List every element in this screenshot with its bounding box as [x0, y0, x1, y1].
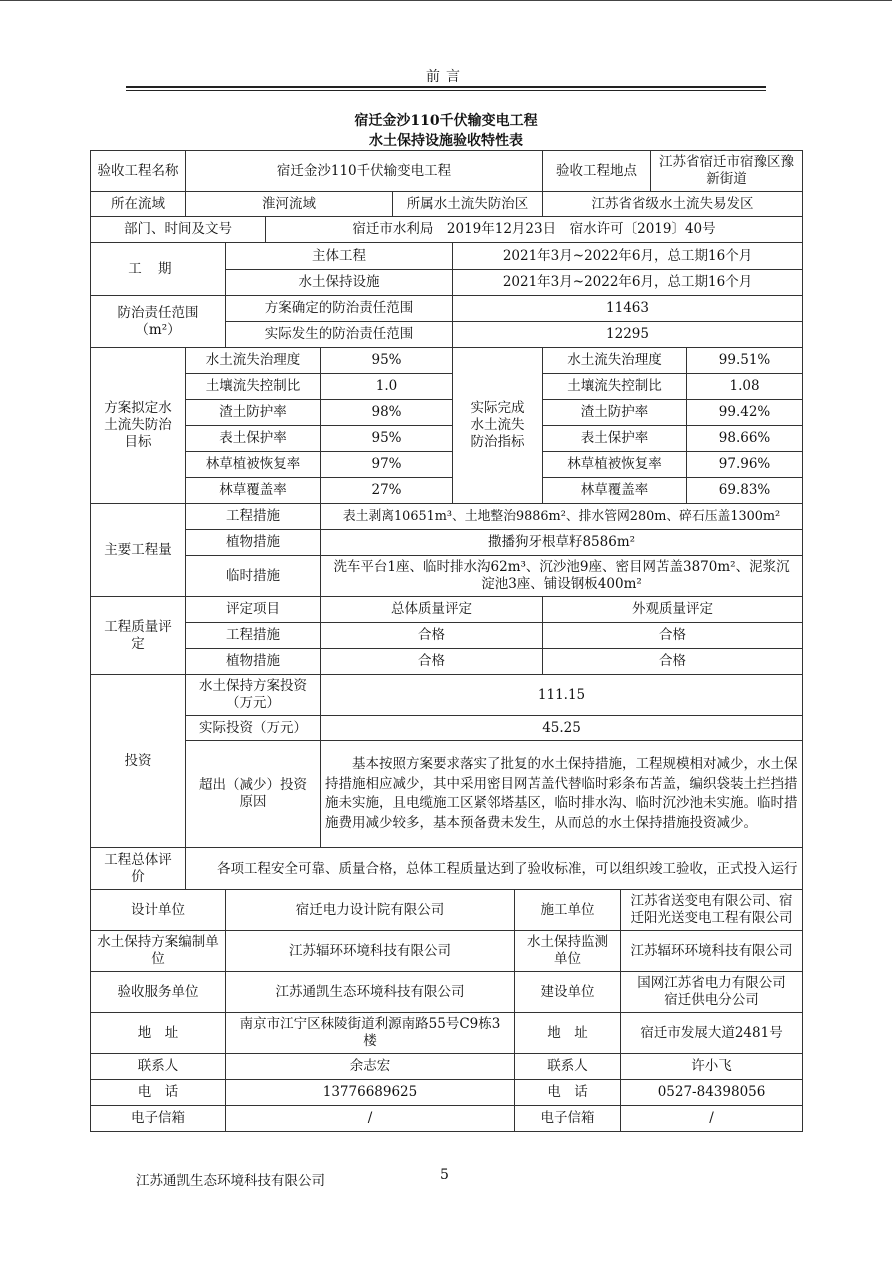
row-basin — [91, 192, 803, 217]
row-address — [91, 1013, 803, 1054]
label-main-qty: 主要工程量 — [91, 504, 186, 597]
row-compiler — [91, 931, 803, 972]
label-appearance-quality: 外观质量评定 — [543, 597, 803, 623]
top-border-line — [0, 0, 892, 1]
row-service — [91, 972, 803, 1013]
value-reason: 基本按照方案要求落实了批复的水土保持措施，工程规模相对减少，水土保持措施相应减少，其中采用密目网苫盖代替临时彩条布苫盖，编织袋装土拦挡措施未实施，且电缆施工区紧邻塔基区，临时排水沟、临时沉沙池未实施。临时措施费用减少较多，基本预备费未发生，从而总的水土保持措施投资减少。 — [321, 741, 803, 848]
label-tmp-measure: 临时措施 — [186, 556, 321, 597]
label-project-site: 验收工程地点 — [543, 151, 651, 192]
label-quality: 工程质量评定 — [91, 597, 186, 675]
doc-title: 宿迁金沙110千伏输变电工程 — [354, 113, 538, 129]
label-wsc-facility: 水土保持设施 — [226, 270, 453, 296]
value-address-left: 南京市江宁区秣陵街道利源南路55号C9栋3楼 — [226, 1013, 515, 1054]
header-rule-thin — [126, 90, 766, 91]
quality-appearance: 合格 — [543, 649, 803, 675]
row-tmp-qty — [91, 556, 803, 597]
target-plan-value: 95% — [321, 426, 453, 452]
value-scope-actual: 12295 — [453, 322, 803, 348]
target-name-plan: 林草植被恢复率 — [186, 452, 321, 478]
label-contact-left: 联系人 — [91, 1054, 226, 1080]
value-scope-plan: 11463 — [453, 296, 803, 322]
label-dept: 部门、时间及文号 — [91, 217, 266, 243]
value-veg-qty: 撒播狗牙根草籽8586m² — [321, 530, 803, 556]
label-plan-invest: 水土保持方案投资（万元） — [186, 675, 321, 716]
value-contact-right: 许小飞 — [621, 1054, 803, 1080]
target-row — [91, 348, 803, 374]
quality-item: 植物措施 — [186, 649, 321, 675]
value-builder: 江苏省送变电有限公司、宿迁阳光送变电工程有限公司 — [621, 890, 803, 931]
target-name-actual: 土壤流失控制比 — [543, 374, 687, 400]
value-service: 江苏通凯生态环境科技有限公司 — [226, 972, 515, 1013]
target-actual-value: 97.96% — [687, 452, 803, 478]
target-plan-value: 98% — [321, 400, 453, 426]
label-contact-right: 联系人 — [515, 1054, 621, 1080]
value-email-left: / — [226, 1106, 515, 1132]
target-name-plan: 水土流失治理度 — [186, 348, 321, 374]
target-name-actual: 林草覆盖率 — [543, 478, 687, 504]
value-phone-left: 13776689625 — [226, 1080, 515, 1106]
value-overall-eval: 各项工程安全可靠、质量合格，总体工程质量达到了验收标准，可以组织竣工验收，正式投入运行 — [186, 848, 803, 890]
row-phone — [91, 1080, 803, 1106]
value-project-name: 宿迁金沙110千伏输变电工程 — [186, 151, 543, 192]
label-period: 工期 — [91, 243, 226, 296]
row-plan-invest — [91, 675, 803, 716]
value-monitor: 江苏辐环环境科技有限公司 — [621, 931, 803, 972]
label-scope-actual: 实际发生的防治责任范围 — [226, 322, 453, 348]
label-actual-invest: 实际投资（万元） — [186, 716, 321, 741]
target-actual-value: 98.66% — [687, 426, 803, 452]
row-overall-eval — [91, 848, 803, 890]
label-main-works: 主体工程 — [226, 243, 453, 270]
target-row — [91, 452, 803, 478]
doc-subtitle: 水土保持设施验收特性表 — [369, 133, 523, 149]
label-address-right: 地 址 — [515, 1013, 621, 1054]
label-basin: 所在流域 — [91, 192, 186, 217]
row-veg-qty — [91, 530, 803, 556]
value-address-right: 宿迁市发展大道2481号 — [621, 1013, 803, 1054]
label-reason: 超出（减少）投资原因 — [186, 741, 321, 848]
value-plan-invest: 111.15 — [321, 675, 803, 716]
row-eng-qty — [91, 504, 803, 530]
row-quality-head — [91, 597, 803, 623]
target-name-plan: 林草覆盖率 — [186, 478, 321, 504]
acceptance-table — [90, 150, 803, 1132]
quality-appearance: 合格 — [543, 623, 803, 649]
value-eng-qty: 表土剥离10651m³、土地整治9886m²、排水管网280m、碎石压盖1300m² — [321, 504, 803, 530]
value-dept: 宿迁市水利局 2019年12月23日 宿水许可〔2019〕40号 — [266, 217, 803, 243]
target-row — [91, 374, 803, 400]
quality-row — [91, 649, 803, 675]
footer-page-number: 5 — [440, 1167, 449, 1183]
label-phone-right: 电 话 — [515, 1080, 621, 1106]
quality-item: 工程措施 — [186, 623, 321, 649]
row-reason — [91, 741, 803, 848]
row-contact — [91, 1054, 803, 1080]
label-designer: 设计单位 — [91, 890, 226, 931]
quality-row — [91, 623, 803, 649]
label-owner: 建设单位 — [515, 972, 621, 1013]
label-overall-eval: 工程总体评价 — [91, 848, 186, 890]
row-project — [91, 151, 803, 192]
target-actual-value: 1.08 — [687, 374, 803, 400]
target-plan-value: 95% — [321, 348, 453, 374]
label-email-right: 电子信箱 — [515, 1106, 621, 1132]
target-name-actual: 表土保护率 — [543, 426, 687, 452]
value-designer: 宿迁电力设计院有限公司 — [226, 890, 515, 931]
value-phone-right: 0527-84398056 — [621, 1080, 803, 1106]
label-project-name: 验收工程名称 — [91, 151, 186, 192]
value-zone: 江苏省省级水土流失易发区 — [543, 192, 803, 217]
row-actual-invest — [91, 716, 803, 741]
label-targets-plan: 方案拟定水土流失防治目标 — [91, 348, 186, 504]
target-actual-value: 99.51% — [687, 348, 803, 374]
quality-overall: 合格 — [321, 649, 543, 675]
target-row — [91, 478, 803, 504]
target-plan-value: 27% — [321, 478, 453, 504]
label-phone-left: 电 话 — [91, 1080, 226, 1106]
target-plan-value: 1.0 — [321, 374, 453, 400]
label-scope-plan: 方案确定的防治责任范围 — [226, 296, 453, 322]
label-address-left: 地 址 — [91, 1013, 226, 1054]
label-email-left: 电子信箱 — [91, 1106, 226, 1132]
header-rule — [126, 86, 766, 88]
target-name-actual: 水土流失治理度 — [543, 348, 687, 374]
label-scope: 防治责任范围（m²） — [91, 296, 226, 348]
label-overall-quality: 总体质量评定 — [321, 597, 543, 623]
row-email — [91, 1106, 803, 1132]
target-name-plan: 渣土防护率 — [186, 400, 321, 426]
value-contact-left: 余志宏 — [226, 1054, 515, 1080]
label-service: 验收服务单位 — [91, 972, 226, 1013]
value-project-site: 江苏省宿迁市宿豫区豫新街道 — [651, 151, 803, 192]
label-invest: 投资 — [91, 675, 186, 848]
label-eval-item: 评定项目 — [186, 597, 321, 623]
value-email-right: / — [621, 1106, 803, 1132]
value-main-works-period: 2021年3月~2022年6月，总工期16个月 — [453, 243, 803, 270]
value-wsc-period: 2021年3月~2022年6月，总工期16个月 — [453, 270, 803, 296]
target-name-plan: 土壤流失控制比 — [186, 374, 321, 400]
page-header: 前言 — [426, 69, 466, 85]
row-scope-plan — [91, 296, 803, 322]
target-row — [91, 426, 803, 452]
target-name-actual: 林草植被恢复率 — [543, 452, 687, 478]
label-builder: 施工单位 — [515, 890, 621, 931]
target-actual-value: 99.42% — [687, 400, 803, 426]
target-actual-value: 69.83% — [687, 478, 803, 504]
target-name-actual: 渣土防护率 — [543, 400, 687, 426]
row-period-main — [91, 243, 803, 270]
footer-company: 江苏通凯生态环境科技有限公司 — [136, 1173, 325, 1189]
value-owner: 国网江苏省电力有限公司宿迁供电分公司 — [621, 972, 803, 1013]
target-row — [91, 400, 803, 426]
label-plan-compiler: 水土保持方案编制单位 — [91, 931, 226, 972]
value-actual-invest: 45.25 — [321, 716, 803, 741]
label-targets-actual: 实际完成水土流失防治指标 — [453, 348, 543, 504]
value-plan-compiler: 江苏辐环环境科技有限公司 — [226, 931, 515, 972]
row-designer — [91, 890, 803, 931]
label-eng-measure: 工程措施 — [186, 504, 321, 530]
quality-overall: 合格 — [321, 623, 543, 649]
label-zone: 所属水土流失防治区 — [393, 192, 543, 217]
label-veg-measure: 植物措施 — [186, 530, 321, 556]
row-dept — [91, 217, 803, 243]
value-basin: 淮河流域 — [186, 192, 393, 217]
label-monitor: 水土保持监测单位 — [515, 931, 621, 972]
target-plan-value: 97% — [321, 452, 453, 478]
value-tmp-qty: 洗车平台1座、临时排水沟62m³、沉沙池9座、密目网苫盖3870m²、泥浆沉淀池3座、铺设钢板400m² — [321, 556, 803, 597]
target-name-plan: 表土保护率 — [186, 426, 321, 452]
